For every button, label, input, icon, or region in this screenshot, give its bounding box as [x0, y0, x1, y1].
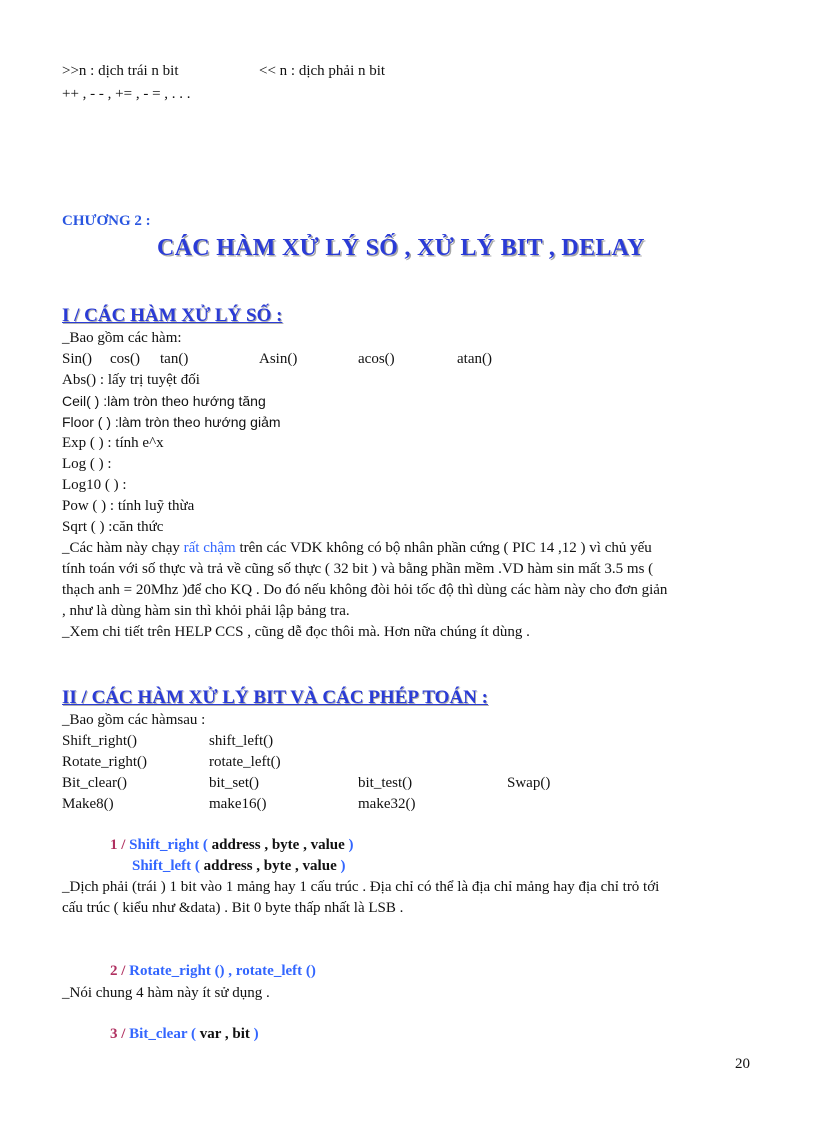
func-bit-test: bit_test() [358, 775, 413, 791]
func-shift-right: Shift_right() [62, 733, 137, 749]
operator-increment-list: ++ , - - , += , - = , . . . [62, 86, 191, 102]
func-floor-line: Floor ( ) :làm tròn theo hướng giảm [62, 414, 281, 430]
section1-intro: _Bao gồm các hàm: [62, 330, 182, 346]
item1-name: Shift_right ( [129, 837, 208, 853]
item3-args: var , bit [195, 1026, 254, 1042]
section1-paragraph-line3: thạch anh = 20Mhz )để cho KQ . Do đó nếu không đòi hỏi tốc độ thì dùng các hàm này cho đơn giản [62, 582, 668, 598]
item3-number: 3 / [110, 1026, 130, 1042]
item1-desc-line1: _Dịch phải (trái ) 1 bit vào 1 mảng hay 1 cấu trúc . Địa chỉ có thể là địa chỉ mảng hay địa chỉ trỏ tới [62, 879, 660, 895]
section1-paragraph-line1 [62, 540, 652, 557]
func-bit-clear: Bit_clear() [62, 775, 127, 791]
func-abs-line: Abs() : lấy trị tuyệt đối [62, 372, 200, 388]
item1-number: 1 / [110, 837, 130, 853]
item1-close: ) [348, 837, 354, 853]
func-acos: acos() [358, 351, 395, 367]
func-rotate-right: Rotate_right() [62, 754, 147, 770]
func-tan: tan() [160, 351, 189, 367]
item2-desc: _Nói chung 4 hàm này ít sử dụng . [62, 985, 270, 1001]
operator-shift-right: << n : dịch phải n bit [259, 63, 386, 79]
item2-heading [110, 963, 316, 980]
item3-heading [110, 1026, 259, 1043]
item2-name: Rotate_right () , rotate_left () [129, 963, 316, 979]
func-exp-line: Exp ( ) : tính e^x [62, 435, 164, 451]
func-cos: cos() [110, 351, 140, 367]
func-sin: Sin() [62, 351, 92, 367]
func-ceil-line: Ceil( ) :làm tròn theo hướng tăng [62, 393, 266, 409]
item1-heading-2 [132, 858, 345, 875]
func-sqrt-line: Sqrt ( ) :căn thức [62, 519, 164, 535]
operator-shift-left: >>n : dịch trái n bit [62, 63, 179, 79]
item1-name2: Shift_left ( [132, 858, 200, 874]
section1-title: I / CÁC HÀM XỬ LÝ SỐ : [62, 305, 283, 326]
paragraph-text: trên các VDK không có bộ nhân phần cứng ( PIC 14 ,12 ) vì chủ yếu [235, 540, 652, 556]
func-shift-left: shift_left() [209, 733, 274, 749]
highlight-slow: rất chậm [183, 540, 236, 556]
func-rotate-left: rotate_left() [209, 754, 281, 770]
func-make32: make32() [358, 796, 416, 812]
item1-desc-line2: cấu trúc ( kiểu như &data) . Bit 0 byte thấp nhất là LSB . [62, 900, 404, 916]
func-log10-line: Log10 ( ) : [62, 477, 127, 493]
func-bit-set: bit_set() [209, 775, 259, 791]
item1-args: address , byte , value [207, 837, 349, 853]
func-pow-line: Pow ( ) : tính luỹ thừa [62, 498, 195, 514]
func-asin: Asin() [259, 351, 298, 367]
item3-close: ) [253, 1026, 259, 1042]
chapter-label: CHƯƠNG 2 : [62, 213, 151, 229]
item3-name: Bit_clear ( [129, 1026, 196, 1042]
func-make8: Make8() [62, 796, 114, 812]
item1-heading [110, 837, 354, 854]
section1-paragraph-line4: , như là dùng hàm sin thì khỏi phải lập bảng tra. [62, 603, 350, 619]
item1-args-2: address , byte , value [199, 858, 341, 874]
item2-number: 2 / [110, 963, 130, 979]
page-number: 20 [735, 1056, 750, 1072]
item1-close-2: ) [340, 858, 346, 874]
section2-title: II / CÁC HÀM XỬ LÝ BIT VÀ CÁC PHÉP TOÁN : [62, 687, 488, 708]
chapter-title: CÁC HÀM XỬ LÝ SỐ , XỬ LÝ BIT , DELAY [157, 235, 645, 261]
func-log-line: Log ( ) : [62, 456, 112, 472]
section2-intro: _Bao gồm các hàmsau : [62, 712, 206, 728]
section1-note: _Xem chi tiết trên HELP CCS , cũng dễ đọc thôi mà. Hơn nữa chúng ít dùng . [62, 624, 530, 640]
func-make16: make16() [209, 796, 267, 812]
section1-paragraph-line2: tính toán với số thực và trả về cũng số thực ( 32 bit ) và bằng phần mềm .VD hàm sin mất 3.5 ms ( [62, 561, 654, 577]
func-atan: atan() [457, 351, 492, 367]
paragraph-text: _Các hàm này chạy [62, 540, 184, 556]
func-swap: Swap() [507, 775, 551, 791]
